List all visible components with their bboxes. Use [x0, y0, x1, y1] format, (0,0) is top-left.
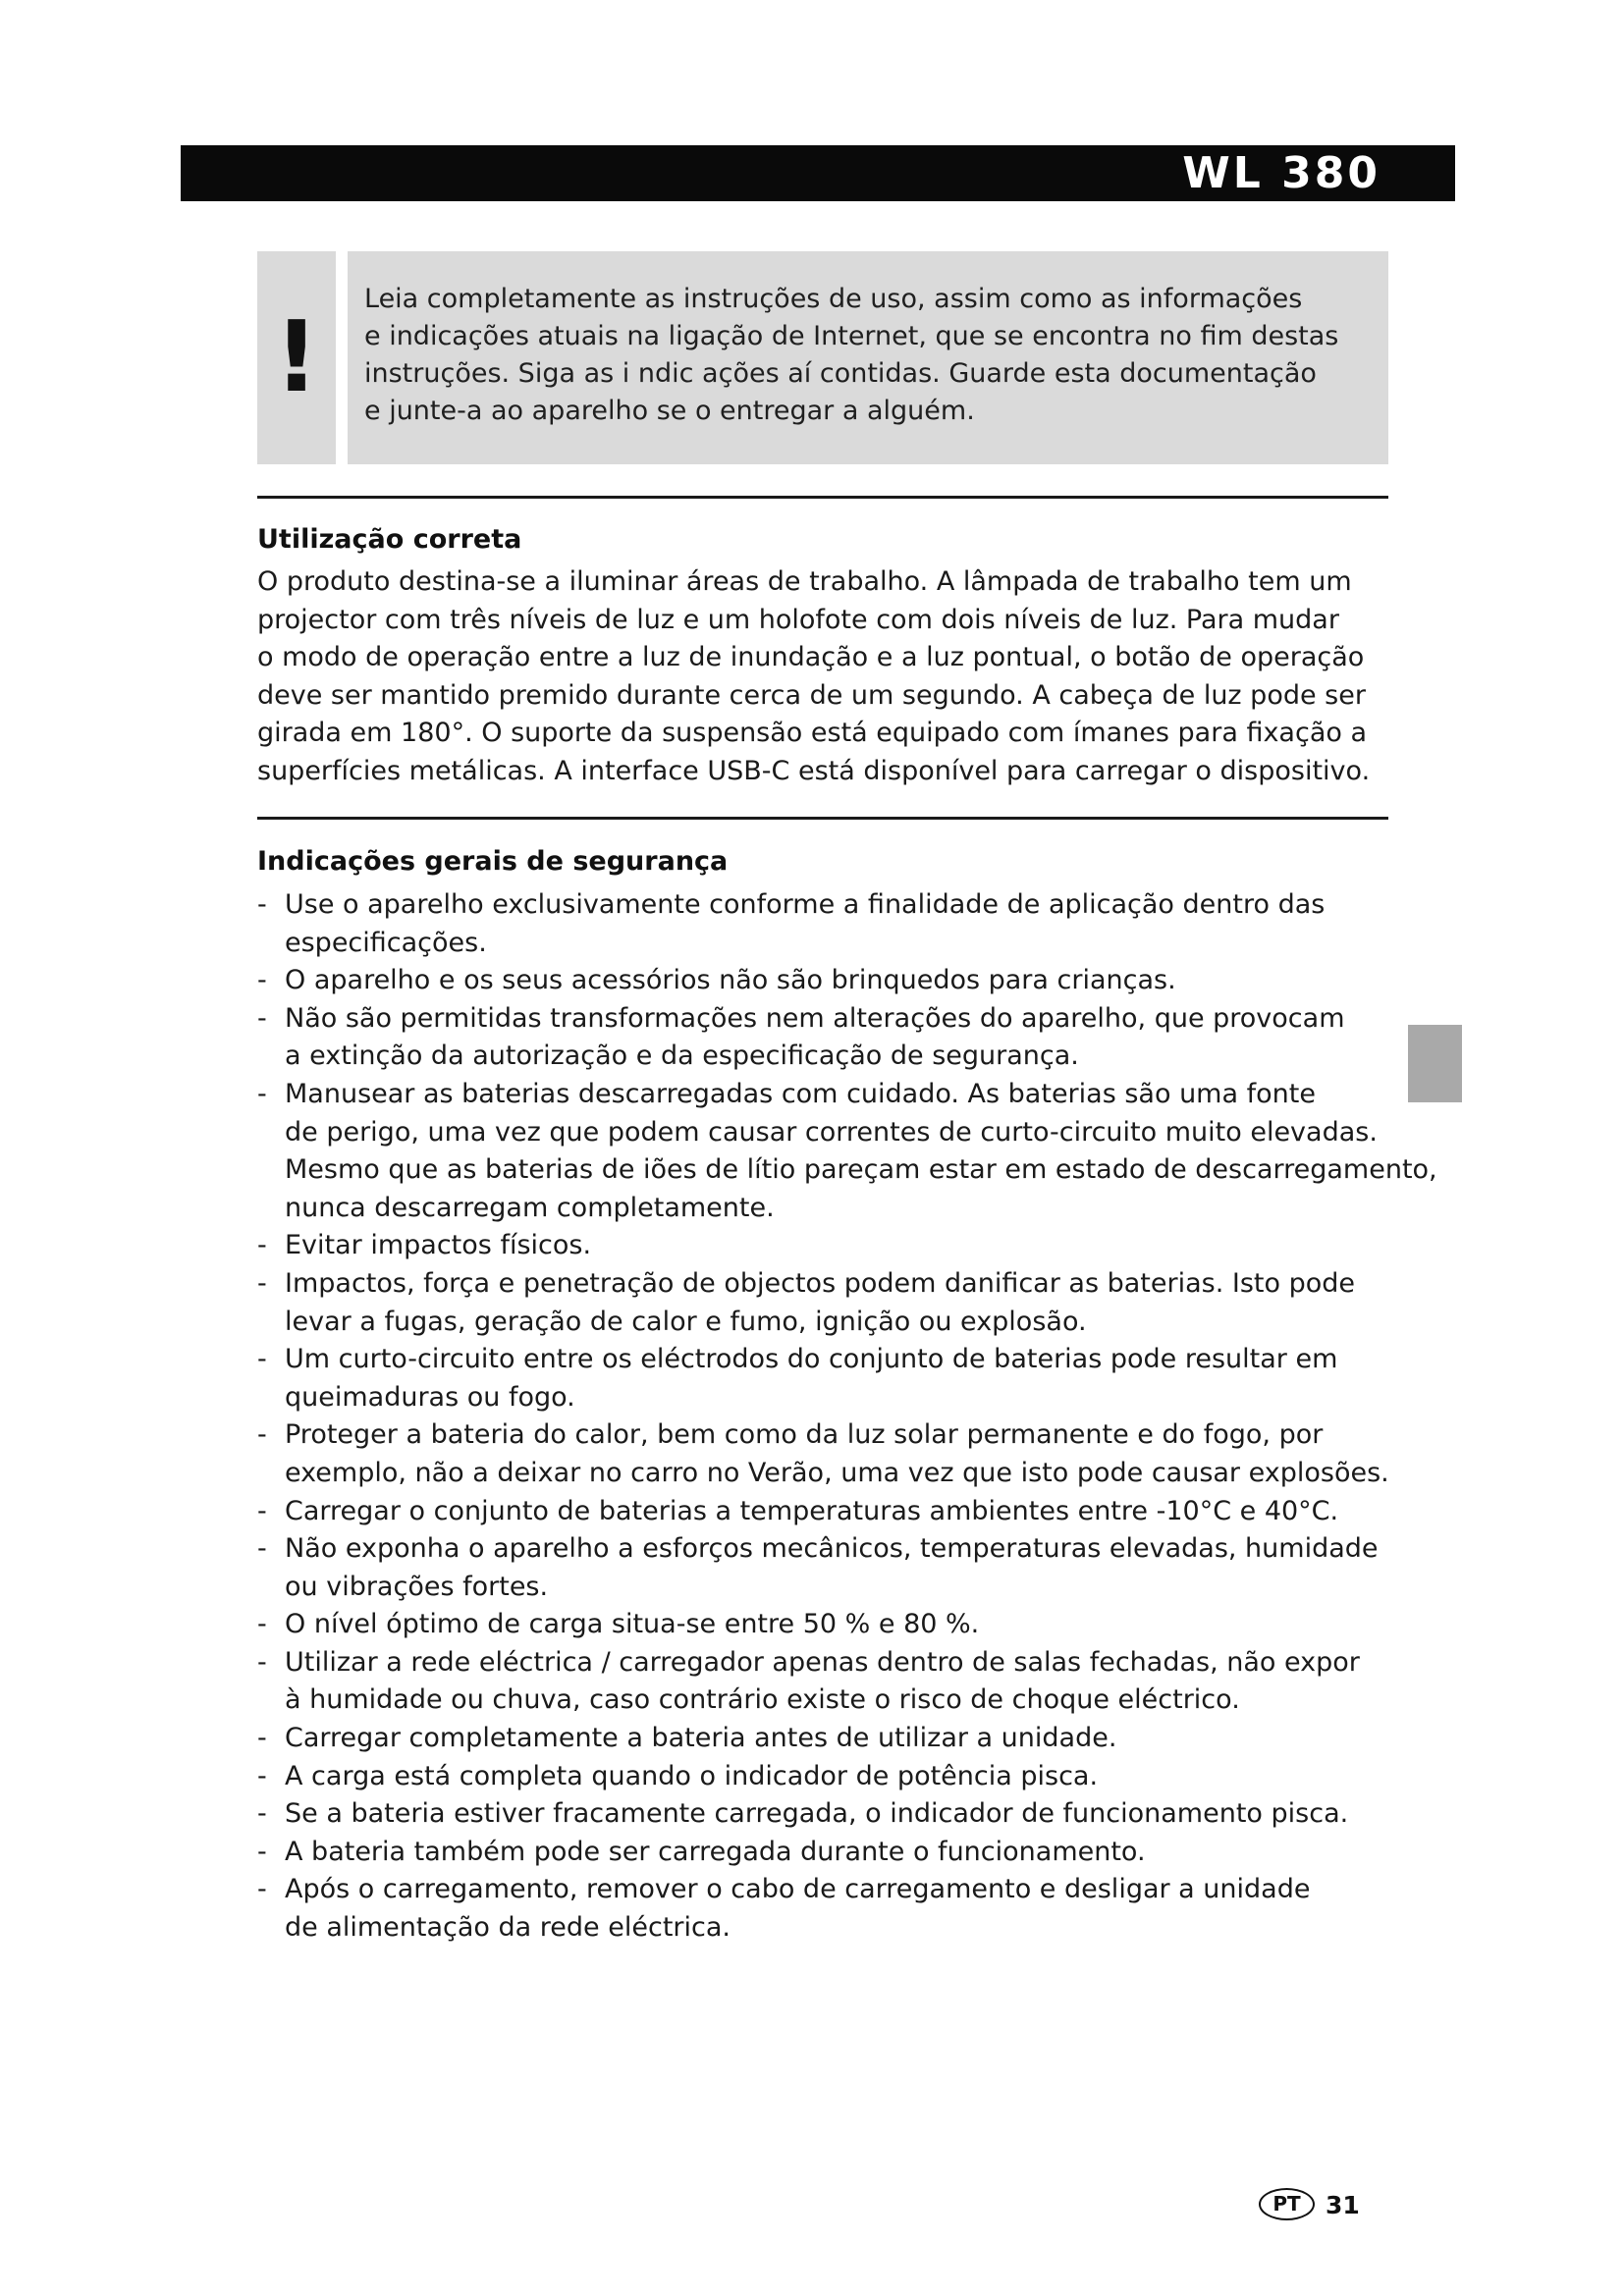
bullet-line: Proteger a bateria do calor, bem como da luz solar permanente e do fogo, por: [285, 1419, 1324, 1451]
bullet-line: especificações.: [285, 927, 487, 958]
notice-line: Leia completamente as instruções de uso, assim como as informações: [364, 284, 1303, 314]
bullet-dash: -: [257, 1002, 267, 1034]
bullet-dash: -: [257, 1798, 267, 1830]
bullet-line: Utilizar a rede eléctrica / carregador apenas dentro de salas fechadas, não expor: [285, 1646, 1360, 1678]
paragraph-line: O produto destina-se a iluminar áreas de trabalho. A lâmpada de trabalho tem um: [257, 566, 1352, 597]
bullet-line: exemplo, não a deixar no carro no Verão, uma vez que isto pode causar explosões.: [285, 1457, 1389, 1488]
bullet-line: Após o carregamento, remover o cabo de carregamento e desligar a unidade: [285, 1874, 1311, 1905]
bullet-line: Se a bateria estiver fracamente carregada, o indicador de funcionamento pisca.: [285, 1798, 1349, 1830]
notice-box: [348, 251, 1388, 464]
bullet-line: Não são permitidas transformações nem alterações do aparelho, que provocam: [285, 1002, 1345, 1034]
bullet-line: ou vibrações fortes.: [285, 1571, 549, 1602]
bullet-dash: -: [257, 965, 267, 996]
bullet-dash: -: [257, 1419, 267, 1451]
bullet-dash: -: [257, 1344, 267, 1375]
bullet-dash: -: [257, 1760, 267, 1791]
bullet-dash: -: [257, 1836, 267, 1867]
bullet-dash: -: [257, 1723, 267, 1754]
notice-line: instruções. Siga as i ndic ações aí contidas. Guarde esta documentação: [364, 358, 1317, 389]
bullet-line: Não exponha o aparelho a esforços mecânicos, temperaturas elevadas, humidade: [285, 1533, 1379, 1565]
safety-list-item: [257, 1871, 1406, 1947]
safety-list-item: [257, 886, 1406, 962]
bullet-line: Carregar o conjunto de baterias a temperaturas ambientes entre -10°C e 40°C.: [285, 1495, 1339, 1526]
safety-list-item: [257, 1606, 1406, 1644]
paragraph-line: o modo de operação entre a luz de inundação e a luz pontual, o botão de operação: [257, 642, 1365, 673]
notice-icon-box: [257, 251, 336, 464]
language-badge: PT: [1259, 2188, 1315, 2220]
safety-list-item: [257, 1265, 1406, 1341]
bullet-line: levar a fugas, geração de calor e fumo, ignição ou explosão.: [285, 1306, 1087, 1337]
bullet-line: Evitar impactos físicos.: [285, 1230, 592, 1261]
notice-line: e junte-a ao aparelho se o entregar a alguém.: [364, 396, 975, 426]
bullet-line: A carga está completa quando o indicador de potência pisca.: [285, 1760, 1099, 1791]
bullet-line: Use o aparelho exclusivamente conforme a finalidade de aplicação dentro das: [285, 889, 1326, 920]
bullet-line: de alimentação da rede eléctrica.: [285, 1912, 731, 1944]
safety-list-item: [257, 1227, 1406, 1265]
divider: [257, 496, 1388, 499]
bullet-line: Carregar completamente a bateria antes de utilizar a unidade.: [285, 1723, 1117, 1754]
intended-use-paragraph: [257, 563, 1396, 791]
bullet-line: queimaduras ou fogo.: [285, 1381, 575, 1413]
bullet-dash: -: [257, 1495, 267, 1526]
bullet-dash: -: [257, 1267, 267, 1299]
safety-list-item: [257, 962, 1406, 1000]
bullet-dash: -: [257, 1230, 267, 1261]
bullet-dash: -: [257, 1078, 267, 1109]
paragraph-line: deve ser mantido premido durante cerca de um segundo. A cabeça de luz pode ser: [257, 679, 1366, 711]
bullet-dash: -: [257, 1646, 267, 1678]
safety-list-item: [257, 1493, 1406, 1531]
section-tab-marker: [1408, 1025, 1462, 1102]
paragraph-line: projector com três níveis de luz e um holofote com dois níveis de luz. Para mudar: [257, 604, 1339, 635]
exclamation-icon: !: [274, 299, 319, 414]
safety-heading: Indicações gerais de segurança: [257, 846, 729, 877]
bullet-dash: -: [257, 1609, 267, 1640]
paragraph-line: superfícies metálicas. A interface USB-C está disponível para carregar o dispositivo.: [257, 755, 1371, 786]
safety-list: [257, 886, 1437, 1948]
bullet-line: à humidade ou chuva, caso contrário existe o risco de choque eléctrico.: [285, 1684, 1240, 1716]
bullet-line: Um curto-circuito entre os eléctrodos do conjunto de baterias pode resultar em: [285, 1344, 1338, 1375]
safety-list-item: [257, 1530, 1406, 1606]
intended-use-heading: Utilização correta: [257, 524, 522, 555]
bullet-line: Mesmo que as baterias de iões de lítio pareçam estar em estado de descarregamento,: [285, 1154, 1437, 1186]
bullet-line: a extinção da autorização e da especificação de segurança.: [285, 1041, 1079, 1072]
safety-list-item: [257, 1416, 1406, 1492]
bullet-dash: -: [257, 889, 267, 920]
safety-list-item: [257, 1644, 1406, 1720]
safety-list-item: [257, 1758, 1406, 1796]
notice-line: e indicações atuais na ligação de Internet, que se encontra no fim destas: [364, 321, 1339, 351]
bullet-dash: -: [257, 1533, 267, 1565]
bullet-line: Impactos, força e penetração de objectos podem danificar as baterias. Isto pode: [285, 1267, 1355, 1299]
safety-list-item: [257, 1076, 1437, 1227]
safety-list-item: [257, 1720, 1406, 1758]
safety-list-item: [257, 1341, 1406, 1416]
bullet-line: nunca descarregam completamente.: [285, 1192, 775, 1223]
safety-list-item: [257, 1795, 1406, 1834]
paragraph-line: girada em 180°. O suporte da suspensão está equipado com ímanes para fixação a: [257, 718, 1368, 749]
header-bar: [181, 145, 1455, 201]
bullet-line: O nível óptimo de carga situa-se entre 50 % e 80 %.: [285, 1609, 980, 1640]
bullet-line: A bateria também pode ser carregada durante o funcionamento.: [285, 1836, 1146, 1867]
safety-list-item: [257, 1000, 1406, 1076]
safety-list-item: [257, 1834, 1406, 1872]
bullet-line: O aparelho e os seus acessórios não são brinquedos para crianças.: [285, 965, 1176, 996]
model-title: WL 380: [1182, 148, 1380, 198]
bullet-line: de perigo, uma vez que podem causar correntes de curto-circuito muito elevadas.: [285, 1116, 1378, 1148]
bullet-dash: -: [257, 1874, 267, 1905]
page-number: 31: [1326, 2191, 1360, 2219]
divider: [257, 817, 1388, 820]
bullet-line: Manusear as baterias descarregadas com cuidado. As baterias são uma fonte: [285, 1078, 1316, 1109]
